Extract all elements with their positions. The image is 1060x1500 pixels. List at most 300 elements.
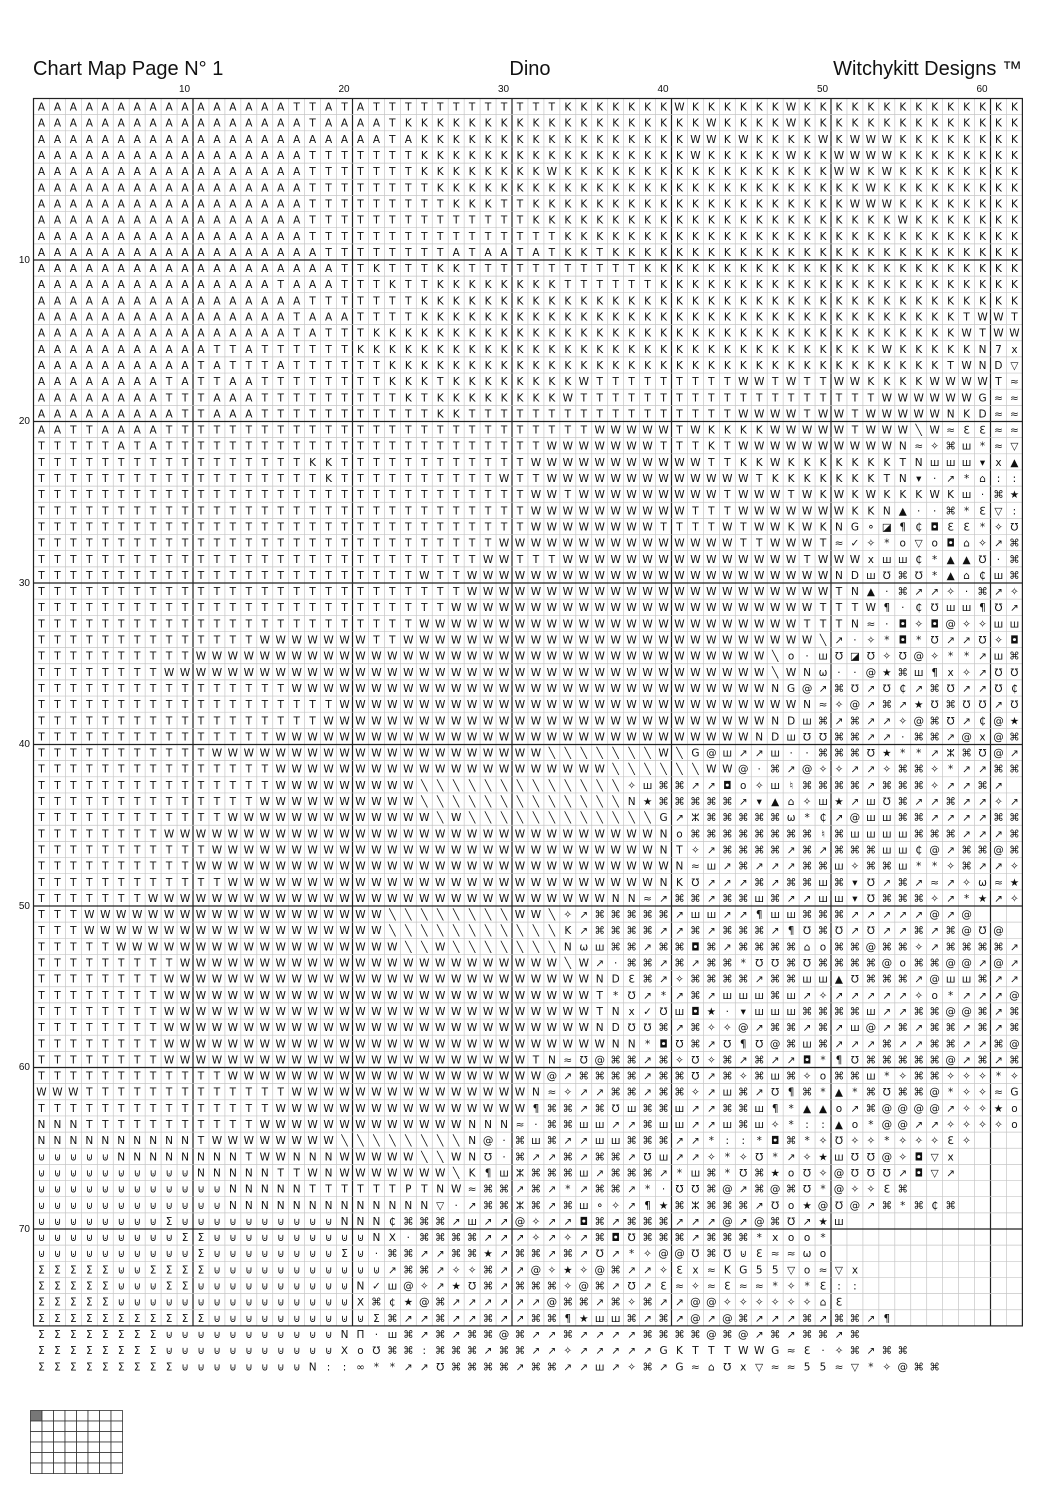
chart-symbol: ⌘ [913, 1200, 924, 1212]
chart-symbol: W [515, 651, 526, 663]
chart-symbol: @ [961, 1006, 972, 1018]
chart-symbol: K [564, 102, 572, 114]
chart-symbol: ↗ [994, 586, 1003, 598]
chart-symbol: T [117, 699, 125, 711]
chart-symbol: W [642, 538, 653, 550]
chart-symbol: W [244, 651, 255, 663]
chart-symbol: ⊍ [293, 1248, 301, 1260]
chart-symbol: W [180, 893, 191, 905]
chart-symbol: ⌘ [403, 1329, 414, 1341]
chart-symbol: * [884, 1135, 889, 1147]
chart-symbol: ⌘ [898, 941, 909, 953]
chart-symbol: T [372, 408, 380, 420]
chart-symbol: ↗ [866, 1200, 875, 1212]
chart-symbol: T [69, 877, 77, 889]
chart-symbol: T [213, 683, 221, 695]
chart-symbol: ↗ [675, 990, 684, 1002]
chart-symbol: W [451, 861, 462, 873]
chart-symbol: ш [388, 1281, 398, 1293]
chart-symbol: ╲ [388, 908, 396, 921]
chart-map-minimap [30, 1410, 126, 1476]
chart-symbol: ⊍ [739, 1248, 747, 1260]
chart-symbol: ⌘ [882, 1345, 893, 1357]
chart-symbol: W [276, 1006, 287, 1018]
chart-symbol: W [467, 570, 478, 582]
chart-symbol: ℧ [628, 1281, 636, 1293]
chart-symbol: W [196, 667, 207, 679]
chart-symbol: T [308, 182, 316, 194]
chart-symbol: T [277, 586, 285, 598]
chart-symbol: K [469, 392, 477, 404]
chart-symbol: ℧ [803, 925, 811, 937]
chart-symbol: ⌘ [547, 1103, 558, 1115]
chart-symbol: * [725, 1151, 730, 1163]
chart-symbol: W [451, 683, 462, 695]
chart-symbol: K [931, 150, 939, 162]
chart-symbol: N [803, 667, 811, 679]
chart-symbol: K [995, 247, 1003, 259]
chart-symbol: T [691, 521, 699, 533]
chart-symbol: A [134, 247, 142, 259]
row-number: 40 [4, 739, 30, 750]
chart-symbol: W [690, 618, 701, 630]
chart-symbol: K [660, 328, 668, 340]
chart-symbol: W [499, 1071, 510, 1083]
chart-symbol: ≈ [994, 425, 1003, 437]
chart-symbol: T [484, 215, 492, 227]
chart-symbol: T [261, 457, 269, 469]
chart-symbol: T [101, 844, 109, 856]
chart-symbol: ш [818, 796, 828, 808]
chart-symbol: ╲ [675, 763, 683, 776]
chart-symbol: @ [706, 1297, 717, 1309]
chart-symbol: ⌘ [547, 1313, 558, 1325]
chart-symbol: T [117, 844, 125, 856]
chart-symbol: ℇ [836, 1297, 842, 1309]
chart-symbol: W [866, 441, 877, 453]
chart-symbol: K [692, 231, 700, 243]
chart-symbol: T [53, 941, 61, 953]
chart-symbol: T [213, 812, 221, 824]
chart-symbol: W [610, 683, 621, 695]
minimap-cell [54, 1421, 66, 1432]
chart-symbol: W [339, 1006, 350, 1018]
chart-symbol: W [610, 635, 621, 647]
chart-symbol: W [770, 441, 781, 453]
chart-symbol: ↗ [994, 974, 1003, 986]
chart-symbol: W [818, 441, 829, 453]
chart-symbol: ≈ [787, 1361, 796, 1373]
chart-symbol: W [610, 586, 621, 598]
chart-symbol: * [374, 1361, 379, 1373]
chart-symbol: W [148, 925, 159, 937]
chart-symbol: W [228, 861, 239, 873]
chart-symbol: T [69, 780, 77, 792]
chart-symbol: K [756, 118, 764, 130]
chart-symbol: T [388, 102, 396, 114]
chart-symbol: Σ [102, 1281, 109, 1293]
chart-symbol: ╲ [564, 811, 572, 824]
chart-symbol: A [38, 182, 46, 194]
chart-symbol: K [548, 312, 556, 324]
chart-symbol: A [118, 231, 126, 243]
chart-symbol: ⊍ [101, 1151, 109, 1163]
chart-symbol: ⌘ [866, 974, 877, 986]
chart-symbol: A [309, 328, 317, 340]
chart-symbol: · [789, 748, 792, 760]
chart-symbol: A [102, 376, 110, 388]
chart-symbol: ш [770, 1006, 780, 1018]
chart-symbol: W [307, 796, 318, 808]
chart-symbol: ↗ [595, 1087, 604, 1099]
chart-symbol: T [468, 473, 476, 485]
chart-symbol: W [371, 1054, 382, 1066]
chart-symbol: T [117, 1087, 125, 1099]
chart-symbol: ⌘ [977, 1022, 988, 1034]
chart-symbol: T [436, 376, 444, 388]
chart-symbol: K [836, 247, 844, 259]
chart-symbol: W [84, 925, 95, 937]
chart-symbol: ⌘ [563, 1248, 574, 1260]
chart-symbol: T [819, 618, 827, 630]
chart-symbol: T [117, 877, 125, 889]
chart-symbol: ⌘ [626, 941, 637, 953]
chart-symbol: A [245, 295, 253, 307]
chart-symbol: K [724, 425, 732, 437]
chart-symbol: W [403, 780, 414, 792]
chart-symbol: A [261, 182, 269, 194]
chart-symbol: T [468, 102, 476, 114]
chart-symbol: ↗ [946, 1167, 955, 1179]
chart-symbol: W [451, 1119, 462, 1131]
chart-symbol: ℇ [963, 425, 969, 437]
chart-symbol: ⌘ [722, 796, 733, 808]
chart-symbol: W [595, 457, 606, 469]
chart-symbol: T [564, 263, 572, 275]
chart-symbol: T [500, 215, 508, 227]
chart-symbol: ш [994, 570, 1004, 582]
chart-symbol: * [661, 990, 666, 1002]
chart-symbol: W [276, 651, 287, 663]
chart-symbol: T [324, 602, 332, 614]
chart-symbol: W [802, 505, 813, 517]
chart-symbol: K [580, 215, 588, 227]
chart-symbol: T [516, 231, 524, 243]
chart-symbol: T [149, 828, 157, 840]
chart-symbol: ╲ [436, 908, 444, 921]
chart-symbol: W [260, 1054, 271, 1066]
chart-symbol: ℧ [867, 1151, 875, 1163]
chart-symbol: T [675, 425, 683, 437]
chart-symbol: A [277, 215, 285, 227]
chart-symbol: W [355, 764, 366, 776]
chart-symbol: ✧ [930, 651, 939, 663]
chart-symbol: T [691, 1345, 699, 1357]
chart-symbol: W [132, 941, 143, 953]
chart-symbol: ⌘ [977, 974, 988, 986]
chart-symbol: ⌘ [945, 925, 956, 937]
chart-symbol: K [883, 102, 891, 114]
chart-symbol: * [964, 893, 969, 905]
chart-symbol: o [931, 990, 937, 1002]
chart-symbol: T [308, 521, 316, 533]
chart-symbol: W [515, 893, 526, 905]
chart-symbol: T [149, 505, 157, 517]
chart-symbol: T [101, 1054, 109, 1066]
chart-symbol: T [308, 554, 316, 566]
chart-symbol: A [532, 247, 540, 259]
minimap-cell [42, 1421, 54, 1432]
chart-symbol: T [117, 1022, 125, 1034]
chart-symbol: T [149, 635, 157, 647]
chart-symbol: T [611, 263, 619, 275]
chart-symbol: K [915, 295, 923, 307]
chart-symbol: K [660, 360, 668, 372]
chart-symbol: ш [659, 1151, 669, 1163]
chart-symbol: W [754, 521, 765, 533]
chart-symbol: T [85, 505, 93, 517]
chart-symbol: W [339, 780, 350, 792]
chart-symbol: W [371, 958, 382, 970]
chart-symbol: ⊍ [70, 1200, 78, 1212]
chart-symbol: ✧ [819, 764, 828, 776]
chart-symbol: K [548, 279, 556, 291]
chart-symbol: ♮ [789, 780, 793, 792]
chart-symbol: ℧ [755, 1038, 763, 1050]
chart-symbol: : [726, 1135, 730, 1147]
chart-symbol: ↗ [547, 1200, 556, 1212]
chart-symbol: T [356, 602, 364, 614]
chart-symbol: T [452, 473, 460, 485]
chart-symbol: W [276, 893, 287, 905]
chart-symbol: W [866, 425, 877, 437]
chart-symbol: ⌘ [929, 1038, 940, 1050]
chart-symbol: W [515, 667, 526, 679]
chart-symbol: ⌘ [403, 1264, 414, 1276]
chart-symbol: G [659, 1345, 667, 1357]
chart-symbol: ⌘ [499, 1345, 510, 1357]
chart-symbol: W [307, 1006, 318, 1018]
chart-symbol: A [118, 376, 126, 388]
chart-symbol: W [738, 441, 749, 453]
chart-symbol: ⌘ [882, 941, 893, 953]
chart-symbol: ↗ [803, 893, 812, 905]
chart-symbol: W [228, 1071, 239, 1083]
chart-symbol: W [339, 1119, 350, 1131]
chart-symbol: W [818, 570, 829, 582]
chart-symbol: N [133, 1151, 141, 1163]
chart-symbol: T [229, 473, 237, 485]
chart-symbol: T [340, 263, 348, 275]
chart-symbol: ⌘ [945, 828, 956, 840]
chart-symbol: ⌘ [929, 715, 940, 727]
chart-symbol: ш [770, 748, 780, 760]
chart-symbol: K [644, 360, 652, 372]
chart-symbol: Σ [134, 1313, 141, 1325]
chart-symbol: W [323, 1119, 334, 1131]
chart-symbol: ≈ [835, 538, 844, 550]
chart-symbol: T [181, 489, 189, 501]
chart-symbol: Σ [166, 1313, 173, 1325]
minimap-cell [31, 1421, 43, 1432]
chart-symbol: T [356, 570, 364, 582]
chart-symbol: T [245, 1151, 253, 1163]
chart-symbol: W [515, 828, 526, 840]
chart-symbol: T [596, 279, 604, 291]
chart-symbol: ▲ [899, 505, 908, 517]
chart-symbol: T [85, 1119, 93, 1131]
chart-symbol: ✧ [978, 1071, 987, 1083]
chart-symbol: @ [993, 844, 1004, 856]
chart-symbol: A [134, 344, 142, 356]
chart-symbol: A [134, 263, 142, 275]
chart-symbol: K [373, 263, 381, 275]
chart-symbol: W [323, 1135, 334, 1147]
chart-symbol: K [899, 279, 907, 291]
chart-symbol: ╲ [564, 795, 572, 808]
chart-symbol: A [134, 231, 142, 243]
chart-symbol: A [229, 166, 237, 178]
chart-symbol: T [85, 441, 93, 453]
page-title: Chart Map Page N° 1 [33, 58, 223, 81]
chart-symbol: @ [961, 909, 972, 921]
chart-symbol: ↗ [627, 1345, 636, 1357]
chart-symbol: N [372, 1216, 380, 1228]
chart-symbol: T [149, 1022, 157, 1034]
chart-symbol: · [981, 489, 984, 501]
chart-symbol: T [261, 1103, 269, 1115]
chart-symbol: W [371, 748, 382, 760]
chart-symbol: ↗ [755, 974, 764, 986]
chart-symbol: A [54, 247, 62, 259]
chart-symbol: W [244, 893, 255, 905]
chart-symbol: T [197, 1103, 205, 1115]
chart-symbol: T [356, 1184, 364, 1196]
chart-symbol: W [323, 780, 334, 792]
chart-symbol: ★ [1010, 489, 1019, 501]
chart-symbol: ⌘ [658, 1022, 669, 1034]
chart-symbol: W [164, 941, 175, 953]
chart-symbol: W [371, 1038, 382, 1050]
chart-symbol: T [229, 489, 237, 501]
chart-symbol: ⌘ [706, 1200, 717, 1212]
chart-symbol: ⊍ [277, 1232, 285, 1244]
chart-symbol: ╲ [548, 811, 556, 824]
chart-symbol: A [102, 182, 110, 194]
chart-symbol: K [804, 328, 812, 340]
chart-symbol: T [85, 425, 93, 437]
chart-symbol: K [899, 247, 907, 259]
chart-symbol: T [468, 505, 476, 517]
chart-symbol: ★ [563, 1264, 572, 1276]
chart-symbol: ⌘ [913, 958, 924, 970]
chart-symbol: T [308, 102, 316, 114]
chart-symbol: T [245, 618, 253, 630]
chart-symbol: ⊍ [213, 1297, 221, 1309]
chart-symbol: ⌘ [690, 828, 701, 840]
chart-symbol: T [261, 715, 269, 727]
chart-symbol: T [420, 505, 428, 517]
chart-symbol: A [277, 102, 285, 114]
chart-symbol: W [387, 764, 398, 776]
chart-symbol: T [229, 457, 237, 469]
chart-symbol: T [133, 570, 141, 582]
chart-symbol: W [610, 425, 621, 437]
chart-symbol: T [85, 958, 93, 970]
chart-symbol: A [309, 263, 317, 275]
chart-symbol: ↗ [914, 683, 923, 695]
chart-symbol: T [564, 489, 572, 501]
chart-symbol: W [467, 958, 478, 970]
chart-symbol: T [372, 473, 380, 485]
chart-symbol: K [676, 312, 684, 324]
chart-symbol: T [356, 473, 364, 485]
chart-symbol: A [134, 328, 142, 340]
chart-symbol: ▽ [755, 1361, 764, 1373]
chart-symbol: W [419, 1087, 430, 1099]
chart-symbol: T [37, 828, 45, 840]
chart-symbol: A [70, 118, 78, 130]
chart-symbol: W [499, 618, 510, 630]
chart-symbol: T [69, 699, 77, 711]
chart-symbol: ⊍ [325, 1345, 333, 1357]
chart-symbol: W [706, 699, 717, 711]
chart-symbol: A [118, 312, 126, 324]
chart-symbol: ╲ [771, 666, 779, 679]
chart-symbol: W [674, 102, 685, 114]
chart-symbol: W [148, 909, 159, 921]
chart-symbol: W [451, 990, 462, 1002]
chart-symbol: ⌘ [945, 1038, 956, 1050]
chart-symbol: G [691, 748, 699, 760]
chart-symbol: T [53, 618, 61, 630]
chart-symbol: N [357, 1281, 365, 1293]
chart-symbol: ⌘ [594, 1071, 605, 1083]
chart-symbol: ╲ [548, 924, 556, 937]
chart-symbol: o [900, 538, 906, 550]
chart-symbol: K [804, 166, 812, 178]
chart-symbol: T [340, 376, 348, 388]
chart-symbol: ⊍ [54, 1248, 62, 1260]
chart-symbol: ⌘ [834, 683, 845, 695]
chart-symbol: T [197, 764, 205, 776]
chart-symbol: ⊍ [54, 1200, 62, 1212]
chart-symbol: ╲ [500, 924, 508, 937]
chart-symbol: K [724, 247, 732, 259]
chart-symbol: K [676, 182, 684, 194]
chart-symbol: K [532, 312, 540, 324]
chart-symbol: K [867, 247, 875, 259]
chart-symbol: ⌂ [820, 1297, 827, 1309]
chart-symbol: @ [1009, 990, 1020, 1002]
chart-symbol: * [916, 635, 921, 647]
chart-symbol: T [213, 521, 221, 533]
chart-symbol: W [786, 586, 797, 598]
chart-symbol: W [339, 699, 350, 711]
chart-symbol: K [851, 489, 859, 501]
chart-symbol: K [836, 457, 844, 469]
chart-symbol: W [387, 1103, 398, 1115]
chart-symbol: ⌘ [866, 1087, 877, 1099]
chart-symbol: ⌘ [706, 974, 717, 986]
chart-symbol: T [133, 683, 141, 695]
chart-symbol: T [548, 425, 556, 437]
chart-symbol: W [802, 586, 813, 598]
chart-symbol: W [180, 925, 191, 937]
chart-symbol: ✧ [962, 1103, 971, 1115]
chart-symbol: T [53, 812, 61, 824]
chart-symbol: T [69, 521, 77, 533]
